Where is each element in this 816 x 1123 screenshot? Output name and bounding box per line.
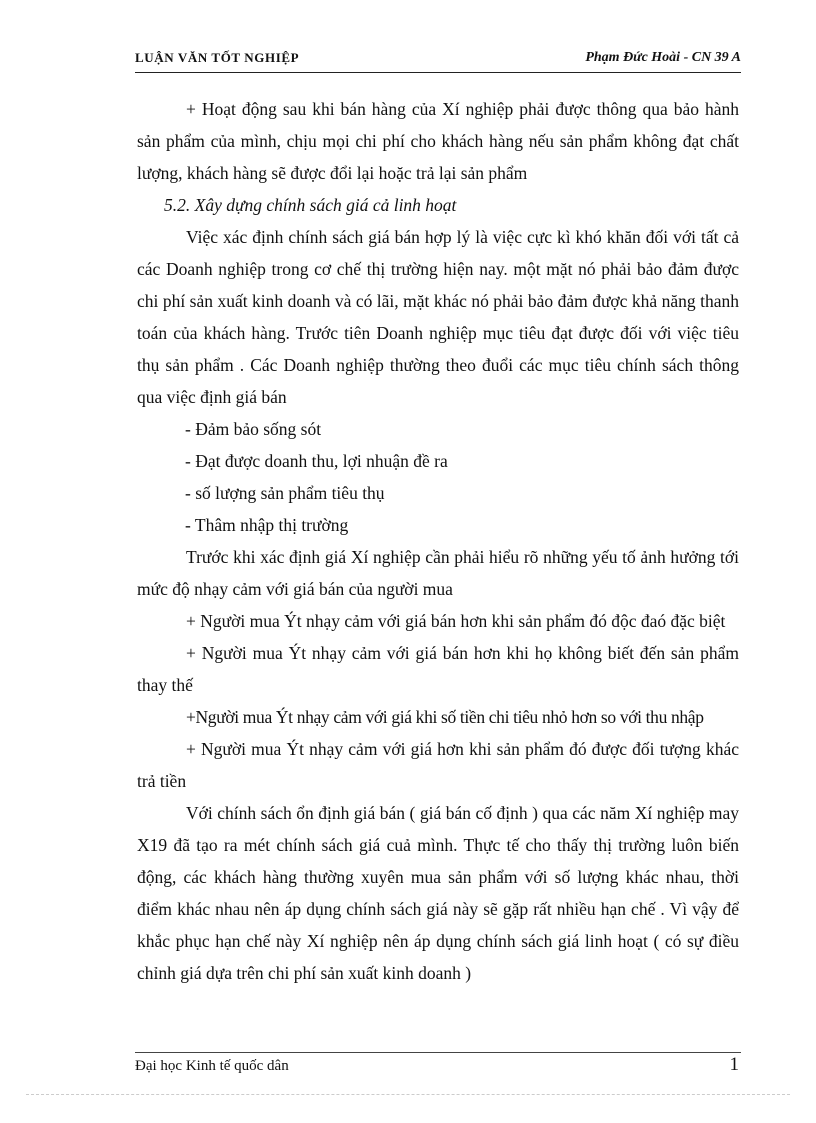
list-item-goal: - số lượng sản phẩm tiêu thụ <box>185 483 385 503</box>
list-item-goal: - Đạt được doanh thu, lợi nhuận đề ra <box>185 451 448 471</box>
list-item-factor: +Người mua Ýt nhạy cảm với giá khi số tiền chi tiêu nhỏ hơn so với thu nhập <box>186 707 704 727</box>
list-item-goal: - Đảm bảo sống sót <box>185 419 322 439</box>
document-body <box>137 93 739 989</box>
section-heading: 5.2. Xây dựng chính sách giá cả linh hoạt <box>164 195 457 215</box>
list-item-factor: + Người mua Ýt nhạy cảm với giá hơn khi sản phẩm đó được đối tượng khác trả tiền <box>137 739 739 791</box>
paragraph-after-sales: + Hoạt động sau khi bán hàng của Xí nghiệp phải được thông qua bảo hành sản phẩm của mình, chịu mọi chi phí cho khách hàng nếu sản phẩm không đạt chất lượng, khách hàng sẽ được đổi lại hoặc trả lại sản phẩm <box>137 99 739 183</box>
paragraph-price-sensitivity: Trước khi xác định giá Xí nghiệp cần phải hiểu rõ những yếu tố ảnh hưởng tới mức độ nhạy cảm với giá bán của người mua <box>137 547 739 599</box>
page-number: 1 <box>729 1054 739 1075</box>
list-item-goal: - Thâm nhập thị trường <box>185 515 349 535</box>
thesis-title: LUẬN VĂN TỐT NGHIỆP <box>135 50 300 65</box>
list-item-factor: + Người mua Ýt nhạy cảm với giá bán hơn khi họ không biết đến sản phẩm thay thế <box>137 643 739 695</box>
author-name: Phạm Đức Hoài - CN 39 A <box>585 50 741 65</box>
page-header <box>135 50 741 73</box>
paragraph-pricing-policy: Việc xác định chính sách giá bán hợp lý là việc cực kì khó khăn đối với tất cả các Doanh nghiệp trong cơ chế thị trường hiện nay. một mặt nó phải bảo đảm được chi phí sản xuất kinh doanh và có lãi, mặt khác nó phải bảo đảm được khả năng thanh toán của khách hàng. Trước tiên Doanh nghiệp mục tiêu đạt được đối với việc tiêu thụ sản phẩm . Các Doanh nghiệp thường theo đuổi các mục tiêu chính sách thông qua việc định giá bán <box>137 227 739 407</box>
page-footer <box>135 1052 741 1079</box>
university-name: Đại học Kinh tế quốc dân <box>135 1058 289 1074</box>
paragraph-flexible-pricing: Với chính sách ổn định giá bán ( giá bán cố định ) qua các năm Xí nghiệp may X19 đã tạo ra mét chính sách giá cuả mình. Thực tế cho thấy thị trường luôn biến động, các khách hàng thường xuyên mua sản phẩm với số lượng khác nhau, thời điểm khác nhau nên áp dụng chính sách giá này sẽ gặp rất nhiều hạn chế . Vì vậy để khắc phục hạn chế này Xí nghiệp nên áp dụng chính sách giá linh hoạt ( có sự điều chỉnh giá dựa trên chi phí sản xuất kinh doanh ) <box>137 803 739 983</box>
page-bottom-divider <box>26 1094 790 1095</box>
list-item-factor: + Người mua Ýt nhạy cảm với giá bán hơn khi sản phẩm đó độc đaó đặc biệt <box>186 611 726 631</box>
